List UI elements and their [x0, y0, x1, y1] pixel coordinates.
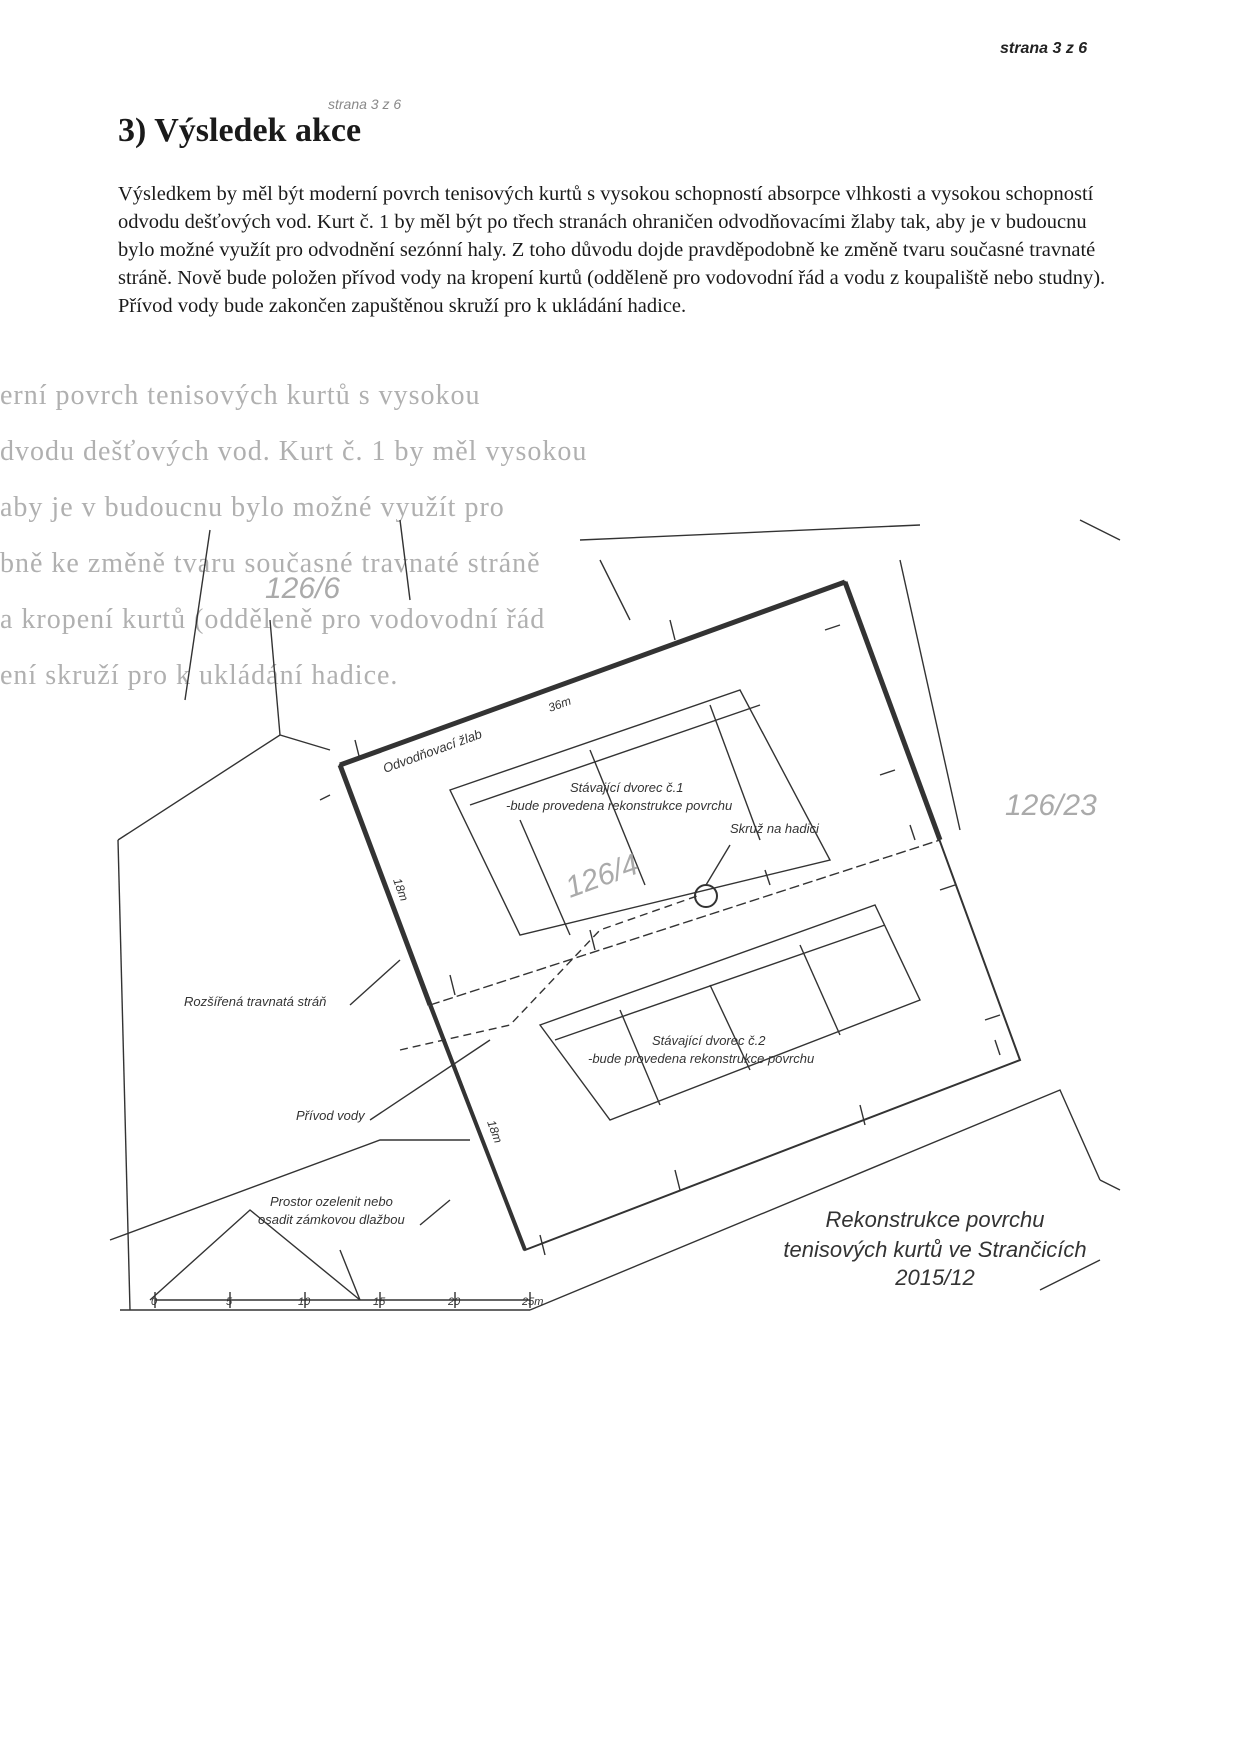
court-area-outline — [340, 582, 1020, 1250]
water-supply-line — [400, 895, 700, 1050]
drainage-channel — [340, 765, 430, 1005]
ghost-line: bně ke změně tvaru současné travnaté stráně — [0, 548, 541, 579]
arrow-icon — [985, 1015, 1000, 1020]
parcel-label: 126/4 — [561, 847, 643, 905]
parcel-line — [1100, 1180, 1120, 1190]
well-icon — [695, 885, 717, 907]
ghost-line: erní povrch tenisových kurtů s vysokou — [0, 380, 481, 411]
arrow-icon — [940, 885, 955, 890]
arrow-icon — [320, 795, 330, 800]
section-body: Výsledkem by měl být moderní povrch tenisových kurtů s vysokou schopností absorpce vlhkosti a vysokou schopností odvodu dešťových vod. Kurt č. 1 by měl být po třech stranách ohraničen odvodňovacími žlaby tak, aby je v budoucnu bylo možné využít pro odvodnění sezónní haly. Z toho důvodu dojde pravděpodobně ke změně tvaru současné travnaté stráně. Nově bude položen přívod vody na kropení kurtů (odděleně pro vodovodní řád a vodu z koupaliště nebo studny). Přívod vody bude zakončen zapuštěnou skruží pro k ukládání hadice. — [118, 183, 1106, 317]
dimension-length: 36m — [546, 693, 573, 715]
parcel-label: 126/23 — [1005, 789, 1097, 822]
parcel-label: 126/6 — [265, 572, 341, 605]
well-label: Skruž na hadici — [730, 821, 819, 836]
parcel-line — [1040, 1260, 1100, 1290]
leader-line — [420, 1200, 450, 1225]
scale-tick-label: 0 — [151, 1296, 158, 1308]
court-2-title: Stávající dvorec č.2 — [652, 1033, 766, 1048]
arrow-icon — [675, 1170, 680, 1190]
title-block-line: tenisových kurtů ve Strančicích — [783, 1237, 1087, 1262]
court-2-line — [555, 925, 885, 1040]
water-label: Přívod vody — [296, 1108, 365, 1123]
court-1-line — [710, 705, 760, 840]
court-2-outline — [540, 905, 920, 1120]
drainage-label: Odvodňovací žlab — [380, 726, 484, 776]
scale-tick-label: 20 — [448, 1296, 461, 1308]
arrow-icon — [670, 620, 675, 640]
court-1-title: Stávající dvorec č.1 — [570, 780, 684, 795]
drainage-channel — [845, 582, 940, 840]
paving-label: Prostor ozelenit nebo — [270, 1194, 393, 1209]
ghost-line: dvodu dešťových vod. Kurt č. 1 by měl vysokou — [0, 436, 588, 467]
parcel-line — [118, 840, 130, 1310]
scale-tick-label: 5 — [226, 1296, 233, 1308]
scale-tick-label: 10 — [298, 1296, 311, 1308]
arrow-icon — [880, 770, 895, 775]
drainage-channel — [340, 582, 845, 765]
arrow-icon — [590, 930, 595, 950]
ghost-line: ení skruží pro k ukládání hadice. — [0, 660, 399, 691]
parcel-line — [1080, 520, 1120, 540]
paving-label: osadit zámkovou dlažbou — [258, 1212, 405, 1227]
dimension-width: 18m — [390, 876, 412, 903]
parcel-line — [900, 560, 960, 830]
parcel-line — [185, 530, 210, 700]
arrow-icon — [765, 870, 770, 885]
court-divider — [430, 840, 940, 1005]
court-2-note: -bude provedena rekonstrukce povrchu — [588, 1051, 815, 1066]
arrow-icon — [825, 625, 840, 630]
title-block-line: Rekonstrukce povrchu — [825, 1207, 1045, 1232]
court-1-note: -bude provedena rekonstrukce povrchu — [506, 798, 733, 813]
slope-label: Rozšířená travnatá stráň — [184, 994, 327, 1009]
court-2-line — [800, 945, 840, 1035]
arrow-icon — [450, 975, 455, 995]
scale-tick-label: 25m — [522, 1296, 544, 1308]
page-number: strana 3 z 6 — [1000, 40, 1088, 57]
ghost-line: a kropení kurtů (odděleně pro vodovodní řád — [0, 604, 546, 635]
ghost-page-number: strana 3 z 6 — [328, 96, 402, 112]
arrow-icon — [995, 1040, 1000, 1055]
leader-line — [350, 960, 400, 1005]
scale-tick-label: 15 — [373, 1296, 386, 1308]
court-edge — [430, 1005, 525, 1250]
title-block-line: 2015/12 — [895, 1265, 975, 1290]
parcel-line — [270, 620, 280, 735]
parcel-line — [118, 735, 330, 840]
parcel-line — [400, 520, 410, 600]
parcel-line — [600, 560, 630, 620]
dimension-width: 18m — [484, 1118, 506, 1145]
arrow-icon — [910, 825, 915, 840]
parcel-line — [580, 525, 920, 540]
parcel-line — [530, 1090, 1100, 1310]
ghost-line: aby je v budoucnu bylo možné využít pro — [0, 492, 505, 523]
leader-line — [706, 845, 730, 885]
section-heading: 3) Výsledek akce — [118, 112, 362, 149]
